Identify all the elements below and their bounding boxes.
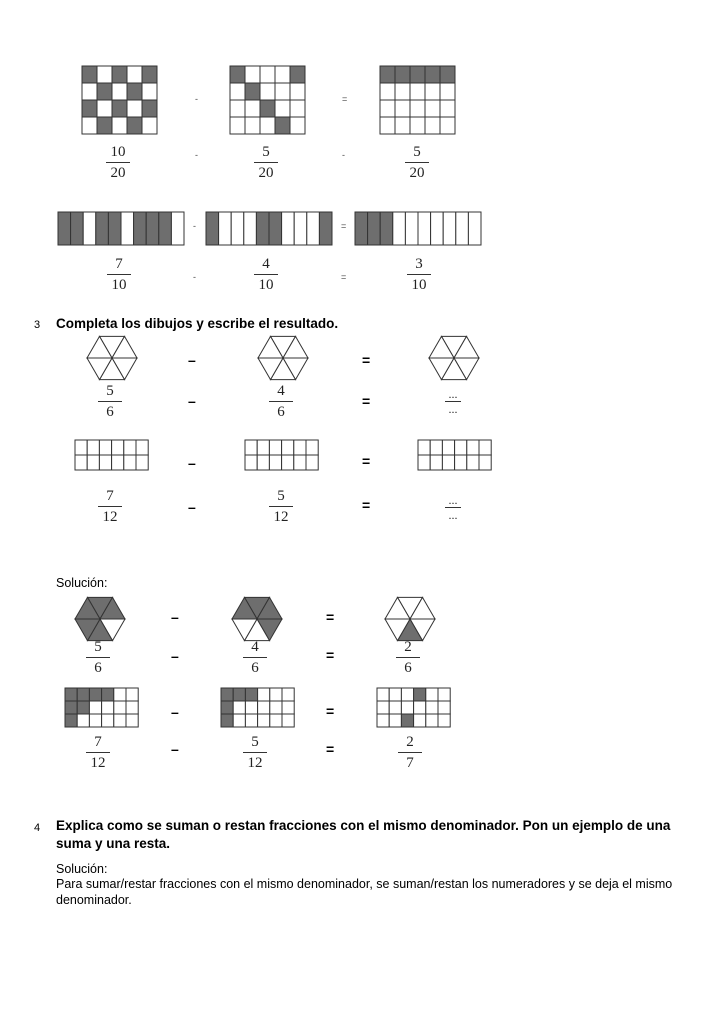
grid-10-20-cell xyxy=(112,117,127,134)
numerator: 7 xyxy=(94,734,102,750)
fraction-5-12 xyxy=(259,488,303,525)
grid-12-cell xyxy=(418,455,430,470)
grid-7-12-cell xyxy=(89,701,101,714)
strip-4-10-cell-shaded xyxy=(256,212,269,245)
grid-12-cell xyxy=(87,440,99,455)
strip-7-10-cell-shaded xyxy=(159,212,172,245)
grid-10-20-cell xyxy=(127,100,142,117)
grid-10-20-cell-shaded xyxy=(97,117,112,134)
grid-10-20-cell xyxy=(82,83,97,100)
equals-sign: = xyxy=(362,352,371,368)
grid-12-cell xyxy=(112,440,124,455)
strip-7-10-cell-shaded xyxy=(108,212,121,245)
grid-7-12-cell xyxy=(102,701,114,714)
grid-2-7-cell xyxy=(389,714,401,727)
grid-7-12-cell xyxy=(126,701,138,714)
minus-sign: – xyxy=(171,704,179,720)
numerator: 5 xyxy=(94,639,102,655)
strip-3-10-cell-shaded xyxy=(368,212,381,245)
grid-5-20-cell xyxy=(230,83,245,100)
grid-5-12-cell xyxy=(258,701,270,714)
grid-12-cell xyxy=(467,440,479,455)
grid-5-12-cell-shaded xyxy=(233,688,245,701)
grid-5-12-cell xyxy=(282,701,294,714)
equals-sign: = xyxy=(362,393,371,409)
grid-12-cell xyxy=(269,440,281,455)
grid-12-cell xyxy=(136,440,148,455)
grid-12-cell xyxy=(99,455,111,470)
grid-12-cell xyxy=(136,455,148,470)
grid-5-20-cell-shaded xyxy=(290,66,305,83)
strip-3-10-cell xyxy=(443,212,456,245)
grid-12-cell xyxy=(479,455,491,470)
grid-12-cell xyxy=(455,440,467,455)
numerator: 2 xyxy=(404,639,412,655)
grid-5-20-cell xyxy=(245,100,260,117)
grid-5-12-cell xyxy=(282,714,294,727)
strip-3-10-cell xyxy=(456,212,469,245)
minus-sign: – xyxy=(171,741,179,757)
grid-7-12-cell xyxy=(89,714,101,727)
grid-2-7-cell xyxy=(438,701,450,714)
numerator: 5 xyxy=(262,144,270,160)
fraction-10-20 xyxy=(96,144,140,181)
denominator: ... xyxy=(448,402,458,416)
grid-10-20-cell xyxy=(127,66,142,83)
fraction-5-20 xyxy=(244,144,288,181)
grid-12-cell xyxy=(245,455,257,470)
strip-3-10-cell-shaded xyxy=(355,212,368,245)
numerator: 4 xyxy=(277,383,285,399)
denominator: 6 xyxy=(277,404,285,420)
minus-sign: – xyxy=(171,609,179,625)
minus-sign: – xyxy=(188,352,196,368)
grid-12-cell xyxy=(282,440,294,455)
grid-2-7-cell xyxy=(389,701,401,714)
grid-5-20-result-cell xyxy=(395,100,410,117)
minus-sign: – xyxy=(188,455,196,471)
grid-7-12-cell xyxy=(114,701,126,714)
grid-5-12-cell-shaded xyxy=(221,688,233,701)
question-4-text: Explica como se suman o restan fracciones con el mismo denominador. Pon un ejemplo de una suma y una resta. xyxy=(56,818,671,851)
grid-5-20-cell xyxy=(260,117,275,134)
grid-7-12-cell xyxy=(114,714,126,727)
grid-7-12-cell-shaded xyxy=(65,714,77,727)
grid-5-20-result-cell xyxy=(380,117,395,134)
grid-12-cell xyxy=(75,455,87,470)
grid-10-20-cell xyxy=(142,83,157,100)
grid-5-20-cell xyxy=(260,83,275,100)
solution-label: Solución: xyxy=(56,576,108,590)
grid-7-12-cell xyxy=(102,714,114,727)
grid-2-7-cell xyxy=(438,714,450,727)
strip-7-10-cell-shaded xyxy=(58,212,71,245)
denominator: 12 xyxy=(247,755,263,771)
grid-5-20-result-cell xyxy=(410,117,425,134)
equals-sign: = xyxy=(341,272,347,282)
minus-sign: – xyxy=(171,648,179,664)
grid-2-7-cell xyxy=(414,701,426,714)
grid-5-20-result-cell xyxy=(425,117,440,134)
fraction-blank xyxy=(431,388,475,415)
strip-7-10-cell-shaded xyxy=(146,212,159,245)
strip-7-10-cell xyxy=(83,212,96,245)
numerator: ... xyxy=(448,493,458,507)
grid-5-20-result-cell xyxy=(380,83,395,100)
solution-label: Solución: xyxy=(56,862,108,876)
grid-10-20-cell-shaded xyxy=(112,66,127,83)
grid-5-20-result-cell xyxy=(380,100,395,117)
fraction-7-12 xyxy=(76,734,120,771)
minus-sign: - xyxy=(195,150,198,160)
grid-7-12-cell-shaded xyxy=(102,688,114,701)
grid-2-7-cell xyxy=(389,688,401,701)
fraction-3-10 xyxy=(397,256,441,293)
grid-7-12-cell xyxy=(126,688,138,701)
fraction-2-7 xyxy=(388,734,432,771)
denominator: 6 xyxy=(106,404,114,420)
denominator: 10 xyxy=(258,277,274,293)
numerator: 7 xyxy=(106,488,114,504)
grid-7-12-cell xyxy=(126,714,138,727)
grid-7-12-cell-shaded xyxy=(77,701,89,714)
grid-10-20-cell-shaded xyxy=(82,100,97,117)
minus-sign: – xyxy=(188,393,196,409)
grid-2-7-cell xyxy=(401,701,413,714)
equals-sign: = xyxy=(362,453,371,469)
fraction-4-10 xyxy=(244,256,288,293)
equals-sign: = xyxy=(342,94,348,104)
grid-10-20-cell-shaded xyxy=(127,117,142,134)
equals-sign: = xyxy=(326,741,335,757)
grid-5-20-result-cell-shaded xyxy=(425,66,440,83)
grid-12-cell xyxy=(467,455,479,470)
numerator: 2 xyxy=(406,734,414,750)
fraction-5-12 xyxy=(233,734,277,771)
grid-7-12-cell xyxy=(77,714,89,727)
grid-10-20-cell xyxy=(112,83,127,100)
grid-5-12-cell xyxy=(270,714,282,727)
grid-5-20-cell-shaded xyxy=(260,100,275,117)
numerator: 5 xyxy=(251,734,259,750)
grid-12-cell xyxy=(112,455,124,470)
grid-5-20-cell xyxy=(245,117,260,134)
grid-12-cell xyxy=(442,440,454,455)
question-number-4: 4 xyxy=(34,822,41,834)
grid-5-20-result-cell xyxy=(410,83,425,100)
grid-5-20-result-cell xyxy=(425,83,440,100)
fraction-1-6 xyxy=(386,639,430,676)
grid-7-12-cell-shaded xyxy=(89,688,101,701)
grid-2-7-cell xyxy=(414,714,426,727)
grid-10-20-cell xyxy=(82,117,97,134)
grid-5-12-cell-shaded xyxy=(221,701,233,714)
grid-5-20-cell xyxy=(290,100,305,117)
strip-7-10-cell xyxy=(121,212,134,245)
grid-12-cell xyxy=(75,440,87,455)
grid-5-12-cell xyxy=(233,714,245,727)
strip-7-10-cell xyxy=(171,212,184,245)
grid-10-20-cell xyxy=(97,100,112,117)
numerator: 4 xyxy=(262,256,270,272)
strip-4-10-cell xyxy=(282,212,295,245)
grid-5-20-cell xyxy=(230,100,245,117)
denominator: 6 xyxy=(404,660,412,676)
grid-7-12-cell-shaded xyxy=(77,688,89,701)
strip-3-10-cell xyxy=(431,212,444,245)
grid-12-cell xyxy=(479,440,491,455)
grid-5-12-cell-shaded xyxy=(221,714,233,727)
equals-sign: = xyxy=(341,221,347,231)
fraction-7-10 xyxy=(97,256,141,293)
grid-5-12-cell xyxy=(258,688,270,701)
grid-12-cell xyxy=(418,440,430,455)
grid-12-cell xyxy=(245,440,257,455)
minus-sign: - xyxy=(193,221,196,231)
fraction-5-6 xyxy=(76,639,120,676)
strip-4-10-cell-shaded xyxy=(206,212,219,245)
minus-sign: - xyxy=(195,94,198,104)
grid-10-20-cell-shaded xyxy=(142,66,157,83)
grid-5-12-cell xyxy=(245,701,257,714)
grid-5-20-result-cell-shaded xyxy=(395,66,410,83)
grid-7-12-cell-shaded xyxy=(65,688,77,701)
fraction-5-20-result xyxy=(395,144,439,181)
strip-3-10-cell xyxy=(468,212,481,245)
grid-12-cell xyxy=(455,455,467,470)
grid-5-20-cell xyxy=(260,66,275,83)
grid-10-20-cell-shaded xyxy=(127,83,142,100)
numerator: 7 xyxy=(115,256,123,272)
grid-12-cell xyxy=(124,455,136,470)
question-3-text: Completa los dibujos y escribe el resultado. xyxy=(56,316,339,331)
numerator: 5 xyxy=(413,144,421,160)
grid-12-cell xyxy=(294,455,306,470)
grid-5-20-cell-shaded xyxy=(275,117,290,134)
grid-5-20-result-cell xyxy=(440,100,455,117)
denominator: 10 xyxy=(111,277,127,293)
grid-10-20-cell-shaded xyxy=(97,83,112,100)
grid-5-20-cell xyxy=(290,83,305,100)
numerator: 5 xyxy=(106,383,114,399)
fraction-7-12 xyxy=(88,488,132,525)
grid-12-cell xyxy=(99,440,111,455)
grid-12-cell xyxy=(282,455,294,470)
grid-5-20-cell-shaded xyxy=(245,83,260,100)
grid-2-7-cell xyxy=(401,688,413,701)
grid-5-12-cell xyxy=(233,701,245,714)
grid-5-12-cell xyxy=(270,688,282,701)
denominator: 10 xyxy=(411,277,427,293)
minus-sign: – xyxy=(188,499,196,515)
strip-3-10-cell xyxy=(393,212,406,245)
strip-4-10-cell xyxy=(219,212,232,245)
equals-sign: = xyxy=(362,497,371,513)
grid-5-20-result-cell xyxy=(440,117,455,134)
grid-12-cell xyxy=(430,455,442,470)
equals-sign: = xyxy=(326,703,335,719)
grid-10-20-cell-shaded xyxy=(142,100,157,117)
denominator: 12 xyxy=(102,509,118,525)
fraction-5-6 xyxy=(88,383,132,420)
grid-5-20-cell xyxy=(275,66,290,83)
grid-2-7-cell xyxy=(377,714,389,727)
grid-12-cell xyxy=(442,455,454,470)
strip-4-10-cell xyxy=(244,212,257,245)
grid-5-20-cell xyxy=(275,83,290,100)
fraction-blank xyxy=(431,494,475,521)
grid-2-7-cell xyxy=(377,701,389,714)
grid-5-20-cell xyxy=(290,117,305,134)
strip-7-10-cell-shaded xyxy=(134,212,147,245)
minus-sign: - xyxy=(342,150,345,160)
numerator: 3 xyxy=(415,256,423,272)
grid-5-12-cell xyxy=(245,714,257,727)
grid-2-7-cell xyxy=(377,688,389,701)
fraction-4-6 xyxy=(259,383,303,420)
equals-sign: = xyxy=(326,647,335,663)
grid-5-20-result-cell-shaded xyxy=(410,66,425,83)
numerator: 4 xyxy=(251,639,259,655)
grid-5-20-result-cell xyxy=(425,100,440,117)
strip-3-10-cell xyxy=(418,212,431,245)
strip-4-10-cell xyxy=(231,212,244,245)
strip-4-10-cell xyxy=(294,212,307,245)
denominator: 20 xyxy=(110,165,126,181)
numerator: 10 xyxy=(110,144,126,160)
strip-3-10-cell xyxy=(405,212,418,245)
grid-10-20-cell-shaded xyxy=(112,100,127,117)
grid-5-20-result-cell xyxy=(395,83,410,100)
grid-12-cell xyxy=(87,455,99,470)
grid-10-20-cell xyxy=(97,66,112,83)
grid-2-7-cell xyxy=(426,714,438,727)
denominator: 12 xyxy=(273,509,289,525)
numerator: 5 xyxy=(277,488,285,504)
grid-5-20-result-cell xyxy=(440,83,455,100)
grid-12-cell xyxy=(306,440,318,455)
strip-4-10-cell-shaded xyxy=(269,212,282,245)
grid-7-12-cell-shaded xyxy=(65,701,77,714)
strip-3-10-cell-shaded xyxy=(380,212,393,245)
denominator: 20 xyxy=(258,165,274,181)
grid-12-cell xyxy=(257,455,269,470)
grid-5-20-result-cell xyxy=(410,100,425,117)
grid-2-7-cell xyxy=(426,688,438,701)
denominator: 12 xyxy=(90,755,106,771)
strip-4-10-cell xyxy=(307,212,320,245)
grid-2-7-cell-shaded xyxy=(414,688,426,701)
grid-5-12-cell xyxy=(270,701,282,714)
grid-10-20-cell xyxy=(142,117,157,134)
grid-5-20-result-cell-shaded xyxy=(440,66,455,83)
grid-5-20-result-cell xyxy=(395,117,410,134)
grid-12-cell xyxy=(430,440,442,455)
denominator: 6 xyxy=(94,660,102,676)
grid-2-7-cell xyxy=(426,701,438,714)
grid-2-7-cell-shaded xyxy=(401,714,413,727)
strip-4-10-cell-shaded xyxy=(319,212,332,245)
grid-12-cell xyxy=(294,440,306,455)
grid-5-20-result-cell-shaded xyxy=(380,66,395,83)
denominator: 7 xyxy=(406,755,414,771)
grid-12-cell xyxy=(269,455,281,470)
denominator: 6 xyxy=(251,660,259,676)
grid-12-cell xyxy=(124,440,136,455)
grid-5-20-cell xyxy=(275,100,290,117)
strip-7-10-cell-shaded xyxy=(96,212,109,245)
grid-5-20-cell-shaded xyxy=(230,66,245,83)
equals-sign: = xyxy=(326,609,335,625)
grid-10-20-cell-shaded xyxy=(82,66,97,83)
grid-7-12-cell xyxy=(114,688,126,701)
grid-5-12-cell xyxy=(258,714,270,727)
denominator: ... xyxy=(448,508,458,522)
grid-5-20-cell xyxy=(230,117,245,134)
grid-2-7-cell xyxy=(438,688,450,701)
grid-12-cell xyxy=(257,440,269,455)
minus-sign: - xyxy=(193,272,196,282)
grid-5-20-cell xyxy=(245,66,260,83)
denominator: 20 xyxy=(409,165,425,181)
solution-4-text: Para sumar/restar fracciones con el mismo denominador, se suman/restan los numeradores y se deja el mismo denominador. xyxy=(56,877,673,907)
grid-5-12-cell-shaded xyxy=(245,688,257,701)
grid-12-cell xyxy=(306,455,318,470)
numerator: ... xyxy=(448,387,458,401)
strip-7-10-cell-shaded xyxy=(71,212,84,245)
grid-5-12-cell xyxy=(282,688,294,701)
question-number-3: 3 xyxy=(34,319,41,331)
fraction-4-6 xyxy=(233,639,277,676)
